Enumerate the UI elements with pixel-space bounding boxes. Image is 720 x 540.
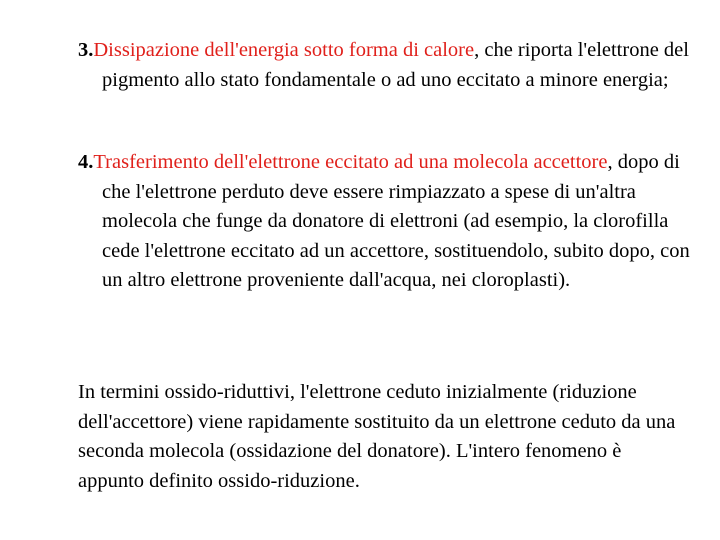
item-number: 4. <box>78 151 94 173</box>
summary-paragraph: In termini ossido-riduttivi, l'elettrone ceduto inizialmente (riduzione dell'accettore) viene rapidamente sostituito da un elettrone ceduto da una seconda molecola (ossidazione del donatore). L'intero fenomeno è appunto definito ossido-riduzione. <box>78 381 676 492</box>
item-number: 3. <box>78 39 94 61</box>
list-item-4 <box>78 148 702 296</box>
item-text: , dopo di che l'elettrone perduto deve essere rimpiazzato a spese di un'altra molecola che funge da donatore di elettroni (ad esempio, la clorofilla cede l'elettrone eccitato ad un accettore, sostituendolo, subito dopo, con un altro elettrone proveniente dall'acqua, nei cloroplasti). <box>102 151 690 291</box>
item-highlight: Trasferimento dell'elettrone eccitato ad una molecola accettore <box>93 151 608 173</box>
item-highlight: Dissipazione dell'energia sotto forma di calore <box>93 39 475 61</box>
item-text: , che riporta l'elettrone del pigmento allo stato fondamentale o ad uno eccitato a minore energia; <box>102 39 689 91</box>
list-item-3 <box>78 36 702 95</box>
